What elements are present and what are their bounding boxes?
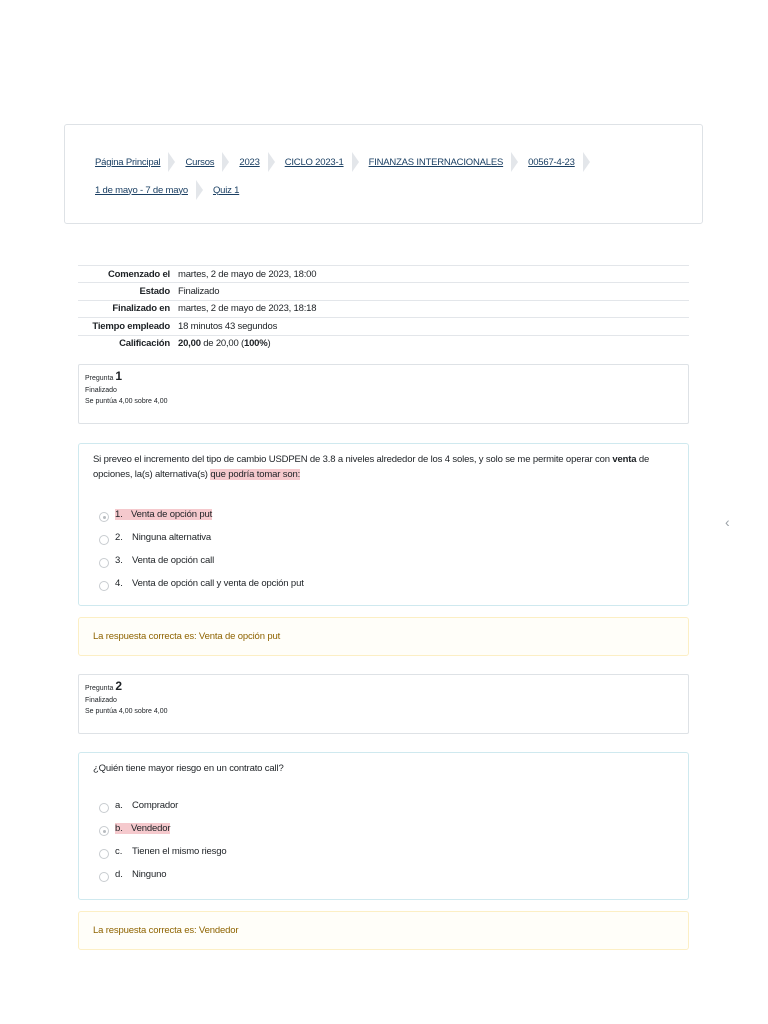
grade-total: de 20,00 (	[200, 338, 245, 350]
radio-button[interactable]	[99, 803, 109, 813]
radio-button[interactable]	[99, 535, 109, 545]
question-label: Pregunta	[85, 685, 116, 692]
question-number	[85, 679, 682, 693]
breadcrumb-week[interactable]: 1 de mayo - 7 de mayo	[95, 184, 188, 196]
answer-number: 3.	[115, 555, 123, 566]
breadcrumb-separator-icon	[352, 152, 359, 172]
summary-label: Comenzado el	[108, 268, 170, 280]
answer-number: a.	[115, 800, 123, 811]
breadcrumb-quiz[interactable]: Quiz 1	[212, 184, 240, 196]
answer-option[interactable]	[93, 863, 674, 886]
answer-text: Vendedor	[130, 823, 171, 834]
answer-text: Comprador	[132, 800, 179, 811]
question-text: ¿Quién tiene mayor riesgo en un contrato call?	[93, 763, 284, 774]
grade-close: )	[267, 338, 271, 350]
question-text-highlight: que podría tomar son:	[210, 469, 301, 480]
summary-label: Finalizado en	[112, 303, 170, 315]
breadcrumb-courses[interactable]: Cursos	[185, 156, 215, 168]
breadcrumb-row	[95, 180, 239, 200]
grade-percent: 100%	[244, 338, 268, 350]
breadcrumb-cycle[interactable]: CICLO 2023-1	[284, 156, 344, 168]
radio-button[interactable]	[99, 849, 109, 859]
answer-text: Venta de opción call	[132, 555, 215, 566]
breadcrumb-row	[95, 152, 600, 172]
summary-row-grade	[78, 335, 689, 352]
question-content	[78, 443, 689, 606]
answer-text: Tienen el mismo riesgo	[132, 846, 227, 857]
summary-label: Calificación	[119, 338, 170, 350]
answer-number: 1.	[115, 509, 131, 520]
answer-number: 2.	[115, 532, 123, 543]
summary-row	[78, 300, 689, 317]
question-info	[78, 674, 689, 734]
answer-option[interactable]	[93, 794, 674, 817]
summary-row	[78, 266, 689, 283]
question-text-part: de opciones, la(s) alternativa(s)	[93, 454, 650, 480]
answer-list	[93, 794, 674, 886]
answer-number: 4.	[115, 578, 123, 589]
breadcrumb-course[interactable]: FINANZAS INTERNACIONALES	[368, 156, 504, 168]
summary-row	[78, 318, 689, 335]
summary-value: 18 minutos 43 segundos	[178, 320, 278, 332]
summary-row	[78, 283, 689, 300]
question-text-part: Si preveo el incremento del tipo de cambio USDPEN de 3.8 a niveles alrededor de los 4 soles, y solo se me permite operar con	[93, 454, 613, 465]
summary-value: martes, 2 de mayo de 2023, 18:00	[178, 268, 317, 280]
summary-label: Estado	[139, 286, 170, 298]
feedback-text: La respuesta correcta es: Venta de opción put	[93, 631, 281, 642]
breadcrumb-separator-icon	[583, 152, 590, 172]
answer-number: c.	[115, 846, 123, 857]
question-content	[78, 752, 689, 900]
question-number-value: 1	[115, 369, 123, 383]
question-number	[85, 369, 682, 383]
question-mark: Se puntúa 4,00 sobre 4,00	[85, 398, 168, 405]
breadcrumb-separator-icon	[268, 152, 275, 172]
grade-score: 20,00	[178, 338, 201, 350]
answer-option[interactable]	[93, 549, 674, 572]
answer-text: Ninguna alternativa	[132, 532, 212, 543]
answer-list	[93, 503, 674, 595]
question-info	[78, 364, 689, 424]
breadcrumb-separator-icon	[511, 152, 518, 172]
answer-number: d.	[115, 869, 123, 880]
chevron-left-icon[interactable]: ‹	[725, 514, 730, 530]
breadcrumb-separator-icon	[222, 152, 229, 172]
question-label: Pregunta	[85, 375, 116, 382]
radio-button[interactable]	[99, 558, 109, 568]
radio-button[interactable]	[99, 512, 109, 522]
answer-text: Venta de opción put	[130, 509, 213, 520]
question-number-value: 2	[115, 679, 123, 693]
question-mark: Se puntúa 4,00 sobre 4,00	[85, 708, 168, 715]
feedback-text: La respuesta correcta es: Vendedor	[93, 925, 239, 936]
question-state: Finalizado	[85, 697, 117, 704]
summary-value: Finalizado	[178, 286, 220, 298]
question-text	[93, 452, 674, 482]
breadcrumb-home[interactable]: Página Principal	[95, 156, 161, 168]
breadcrumb-year[interactable]: 2023	[239, 156, 260, 168]
summary-value: martes, 2 de mayo de 2023, 18:18	[178, 303, 317, 315]
summary-label: Tiempo empleado	[92, 320, 170, 332]
answer-option[interactable]	[93, 817, 674, 840]
breadcrumb-section[interactable]: 00567-4-23	[528, 156, 575, 168]
question-state: Finalizado	[85, 387, 117, 394]
correct-answer-feedback	[78, 911, 689, 950]
answer-number: b.	[115, 823, 131, 834]
breadcrumb	[64, 124, 703, 224]
answer-option[interactable]	[93, 572, 674, 595]
answer-option[interactable]	[93, 840, 674, 863]
radio-button[interactable]	[99, 581, 109, 591]
answer-text: Ninguno	[132, 869, 167, 880]
correct-answer-feedback	[78, 617, 689, 656]
breadcrumb-separator-icon	[168, 152, 175, 172]
answer-option[interactable]	[93, 503, 674, 526]
answer-option[interactable]	[93, 526, 674, 549]
answer-text: Venta de opción call y venta de opción put	[132, 578, 304, 589]
attempt-summary-table	[78, 265, 689, 353]
summary-value-grade	[177, 335, 689, 352]
radio-button[interactable]	[99, 872, 109, 882]
breadcrumb-separator-icon	[196, 180, 203, 200]
radio-button[interactable]	[99, 826, 109, 836]
question-text-bold: venta	[612, 454, 637, 465]
